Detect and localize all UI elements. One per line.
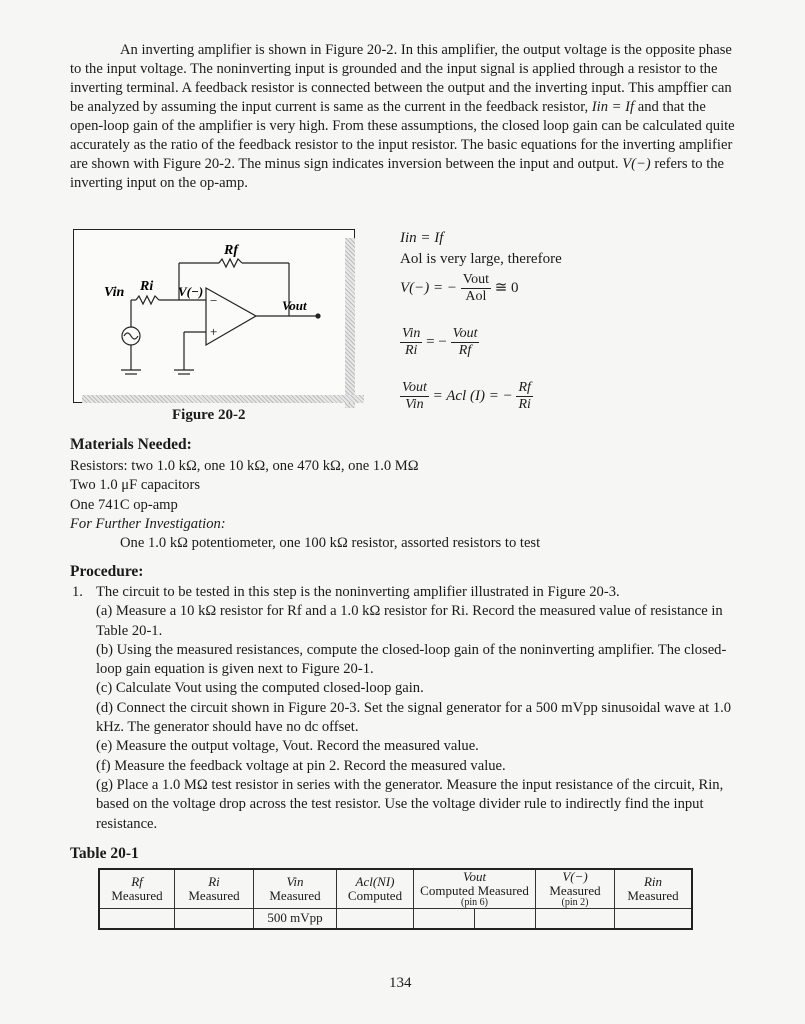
procedure-list: [70, 583, 736, 834]
cell-vminus[interactable]: [536, 909, 615, 929]
ri-label: Ri: [140, 279, 154, 294]
materials-line: Two 1.0 μF capacitors: [70, 477, 201, 494]
intro-current-eq: Iin = If: [591, 99, 635, 115]
materials-heading: Materials Needed:: [70, 436, 192, 453]
materials-line: One 741C op-amp: [70, 496, 178, 513]
intro-vminus: V(−): [622, 156, 651, 172]
equation-closed-loop-gain: $\frac{\text{Vout}}{\text{Vin}}$ = Acl (I) = − $\frac{Rf}{Ri}$: [402, 380, 531, 412]
cell-vout-measured[interactable]: [474, 909, 535, 929]
materials-list: [70, 457, 736, 553]
procedure-sub-g: (g) Place a 1.0 MΩ test resistor in series with the generator. Measure the input resistance of the circuit, Rin, based on the voltage drop across the test resistor. Use the voltage divider rule to indirectly find the input resistance.: [96, 776, 724, 832]
header-rin: Rin Measured: [615, 869, 693, 909]
minus-sign: −: [210, 293, 218, 308]
header-vminus: V(−) Measured (pin 2): [536, 869, 615, 909]
figure-20-2-circuit: [73, 229, 355, 403]
vin-label: Vin: [104, 285, 125, 300]
header-vout: Vout Computed Measured (pin 6): [414, 869, 536, 909]
header-rf: Rf Measured: [99, 869, 175, 909]
procedure-sub-d: (d) Connect the circuit shown in Figure 20-3. Set the signal generator for a 500 mVpp sinusoidal wave at 1.0 kHz. The generator should have no dc offset.: [96, 699, 732, 736]
procedure-heading: Procedure:: [70, 563, 144, 580]
procedure-sub-c: (c) Calculate Vout using the computed closed-loop gain.: [96, 680, 424, 697]
circuit-diagram: [74, 230, 344, 395]
vminus-label: V(−): [178, 284, 204, 299]
vout-label: Vout: [282, 298, 307, 313]
cell-vout-computed[interactable]: [414, 909, 475, 929]
figure-caption: Figure 20-2: [172, 407, 246, 423]
cell-acl[interactable]: [337, 909, 414, 929]
equation-gain-note: Aol is very large, therefore: [400, 251, 562, 267]
ri-resistor-icon: [136, 296, 159, 304]
rf-resistor-icon: [219, 259, 242, 267]
rf-label: Rf: [224, 243, 238, 258]
cell-vin: 500 mVpp: [254, 909, 337, 929]
procedure-sub-a: (a) Measure a 10 kΩ resistor for Rf and a 1.0 kΩ resistor for Ri. Record the measured value of resistance in Table 20-1.: [96, 603, 723, 639]
table-row: [99, 909, 692, 929]
table-20-1: [98, 868, 693, 930]
intro-text-3: refers to the inverting input on the op-amp.: [70, 156, 725, 191]
cell-rin[interactable]: [615, 909, 693, 929]
equation-vminus: V(−) = − $\frac{\text{Vout}}{\text{Aol}}$ ≅ 0: [400, 272, 519, 304]
eq3-lhs: V(−) = −: [400, 279, 458, 296]
cell-rf[interactable]: [99, 909, 175, 929]
procedure-sub-f: (f) Measure the feedback voltage at pin 2. Record the measured value.: [96, 757, 506, 774]
cell-ri[interactable]: [175, 909, 254, 929]
table-title: Table 20-1: [70, 845, 139, 862]
procedure-step-1: 1. The circuit to be tested in this step is the noninverting amplifier illustrated in Figure 20-3.: [72, 584, 620, 600]
procedure-sub-e: (e) Measure the output voltage, Vout. Record the measured value.: [96, 738, 479, 755]
intro-text-1: An inverting amplifier is shown in Figure 20-2. In this amplifier, the output voltage is the opposite phase to the input voltage. The noninverting input is grounded and the input signal is applied through a resistor to the inverting terminal. A feedback resistor is connected between the output and the inverting input. This ampffier can be analyzed by assuming the input current is same as the current in the feedback resistor,: [70, 42, 732, 115]
header-acl: Acl(NI) Computed: [337, 869, 414, 909]
eq3-rhs: ≅ 0: [494, 279, 519, 296]
header-vin: Vin Measured: [254, 869, 337, 909]
materials-line: Resistors: two 1.0 kΩ, one 10 kΩ, one 470 kΩ, one 1.0 MΩ: [70, 458, 419, 474]
plus-sign: +: [210, 324, 218, 339]
further-investigation-line: One 1.0 kΩ potentiometer, one 100 kΩ resistor, assorted resistors to test: [120, 535, 541, 552]
further-investigation-label: For Further Investigation:: [70, 515, 226, 532]
intro-text-2: and that the open-loop gain of the amplifier is very high. From these assumptions, the closed loop gain can be calculated quite accurately as the ratio of the feedback resistor to the input resistor. The basic equations for the inverting amplifier are shown with Figure 20-2. The minus sign indicates inversion between the input and output.: [70, 99, 735, 172]
procedure-sub-b: (b) Using the measured resistances, compute the closed-loop gain of the noninverting amplifier. The closed-loop gain equation is given next to Figure 20-1.: [96, 641, 727, 678]
table-header-row: [99, 869, 692, 909]
equation-currents: Iin = If: [400, 230, 444, 246]
intro-paragraph: [70, 41, 736, 193]
page-number: 134: [389, 975, 412, 991]
equation-ratio: $\frac{\text{Vin}}{Ri}$ = − $\frac{\text{Vout}}{Rf}$: [402, 326, 478, 358]
header-ri: Ri Measured: [175, 869, 254, 909]
